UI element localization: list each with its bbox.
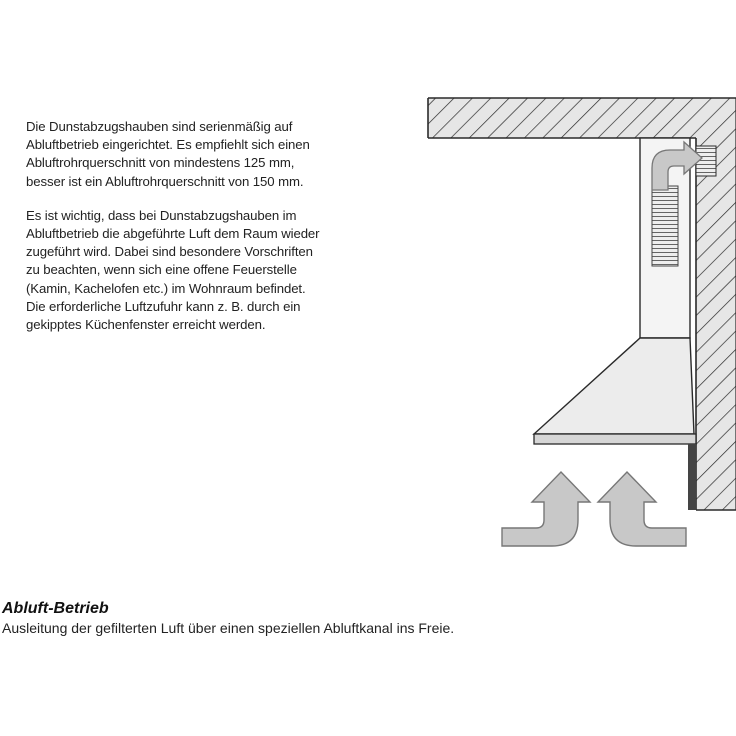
text-line: Die erforderliche Luftzufuhr kann z. B. durch ein (26, 298, 301, 314)
text-line: Die Dunstabzugshauben sind serienmäßig auf (26, 119, 293, 134)
diagram-caption (2, 599, 732, 637)
text-line: zu beachten, wenn sich eine offene Feuerstelle (26, 262, 297, 278)
caption-text: Ausleitung der gefilterten Luft über einen speziellen Abluftkanal ins Freie. (2, 620, 455, 636)
text-line: besser ist ein Abluftrohrquerschnitt von 150 mm. (26, 173, 304, 189)
airflow-arrow-right-icon (598, 472, 686, 546)
text-line: zugeführt wird. Dabei sind besondere Vorschriften (26, 244, 313, 260)
hood-canopy (534, 338, 696, 444)
wall-shadow (688, 444, 696, 510)
text-line: Abluftrohrquerschnitt von mindestens 125 mm, (26, 155, 295, 171)
text-line: gekipptes Küchenfenster erreicht werden. (26, 317, 266, 333)
text-line: Es ist wichtig, dass bei Dunstabzugshauben im (26, 207, 297, 223)
ceiling (428, 98, 736, 138)
airflow-arrow-left-icon (502, 472, 590, 546)
caption-title: Abluft-Betrieb (2, 600, 109, 617)
text-line: Abluftbetrieb die abgeführte Luft dem Raum wieder (26, 226, 320, 242)
exhaust-duct (652, 186, 678, 266)
text-line: Abluftbetrieb eingerichtet. Es empfiehlt sich einen (26, 137, 310, 153)
text-line: (Kamin, Kachelofen etc.) im Wohnraum befindet. (26, 280, 306, 296)
